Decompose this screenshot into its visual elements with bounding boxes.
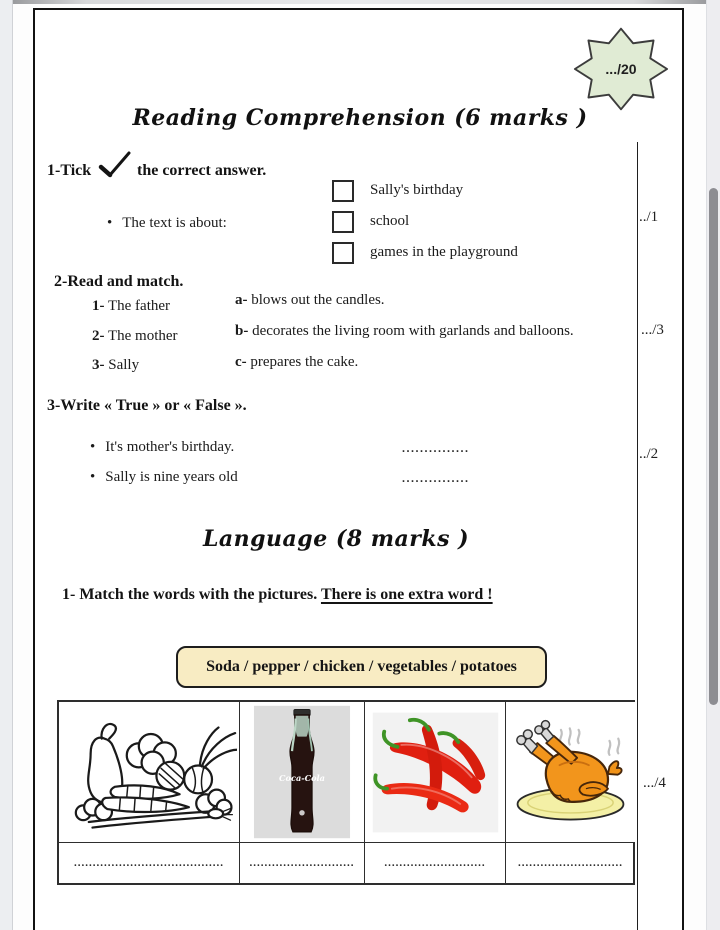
photo-top-edge <box>0 0 720 4</box>
match-right-c-text: prepares the cake. <box>250 354 359 370</box>
match-right-a <box>235 292 385 309</box>
answer-dots-1: ........................................ <box>74 857 224 869</box>
marks-column-divider <box>637 142 638 930</box>
answer-dots-4: ............................ <box>518 857 623 869</box>
match-left-3-text: Sally <box>108 357 140 373</box>
picture-cell-vegetables <box>59 702 240 843</box>
match-left-3 <box>92 357 139 374</box>
word-bank-box <box>176 646 547 688</box>
tf-item-2-text: Sally is nine years old <box>105 469 238 485</box>
tf-item-1 <box>90 439 234 456</box>
answer-cell-1[interactable] <box>59 843 240 883</box>
match-right-a-num: a- <box>235 292 248 308</box>
score-badge <box>573 24 675 116</box>
q2-mark: .../3 <box>641 322 664 338</box>
tf-answer-2[interactable]: ............... <box>402 471 470 485</box>
answer-cell-4[interactable] <box>506 843 635 883</box>
answer-cell-2[interactable] <box>240 843 365 883</box>
option-label-2: school <box>370 213 410 229</box>
tick-icon <box>97 150 133 180</box>
q3-heading: 3-Write « True » or « False ». <box>47 397 247 414</box>
option-label-1: Sally's birthday <box>370 182 464 198</box>
match-left-1-text: The father <box>107 298 171 314</box>
worksheet-page <box>33 8 684 930</box>
match-left-2-num: 2- <box>92 328 105 344</box>
language-q1-heading <box>62 586 493 604</box>
scrollbar-track[interactable] <box>706 0 720 930</box>
match-right-c-num: c- <box>235 354 247 370</box>
vegetables-image <box>61 705 237 839</box>
peppers-image <box>369 707 502 838</box>
tf-item-1-text: It's mother's birthday. <box>105 439 235 455</box>
answer-dots-3: ........................... <box>384 857 486 869</box>
picture-cell-pepper <box>365 702 506 843</box>
picture-cell-chicken <box>506 702 635 843</box>
match-right-c <box>235 354 358 371</box>
q1-instruction: the correct answer. <box>137 162 267 179</box>
option-label-3: games in the playground <box>370 244 518 260</box>
q1-prompt-text: The text is about: <box>122 215 227 231</box>
match-right-b-num: b- <box>235 323 249 339</box>
q1-number-label: 1-Tick <box>47 162 92 179</box>
q1-prompt <box>107 215 227 232</box>
match-left-2 <box>92 328 178 345</box>
match-right-b <box>235 323 574 340</box>
q2-heading: 2-Read and match. <box>54 273 184 290</box>
match-left-1 <box>92 298 170 315</box>
score-badge-label: .../20 <box>605 61 637 77</box>
reading-section-title: Reading Comprehension (6 marks ) <box>132 105 588 131</box>
tf-item-2 <box>90 469 238 486</box>
checkbox-option-2[interactable] <box>332 211 354 233</box>
photo-left-edge <box>0 0 13 930</box>
language-q1-heading-main: 1- Match the words with the pictures. <box>62 586 318 603</box>
match-left-1-num: 1- <box>92 298 105 314</box>
soda-bottle-image <box>243 704 361 840</box>
match-left-3-num: 3- <box>92 357 105 373</box>
scrollbar-thumb[interactable] <box>709 188 718 705</box>
language-section-title: Language (8 marks ) <box>202 526 470 552</box>
q3-mark: ../2 <box>639 446 659 462</box>
chicken-image <box>508 706 633 839</box>
picture-cell-soda <box>240 702 365 843</box>
soda-bottle-label: Coca-Cola <box>279 773 325 784</box>
answer-cell-3[interactable] <box>365 843 506 883</box>
word-bank-text: Soda / pepper / chicken / vegetables / potatoes <box>206 658 517 675</box>
checkbox-option-1[interactable] <box>332 180 354 202</box>
pictures-table <box>57 700 635 885</box>
answer-dots-2: ............................ <box>249 857 355 869</box>
match-left-2-text: The mother <box>107 328 178 344</box>
q1-mark: ../1 <box>639 209 659 225</box>
language-q1-heading-underlined: There is one extra word ! <box>320 586 493 603</box>
language-q1-mark: .../4 <box>643 775 666 791</box>
match-right-a-text: blows out the candles. <box>251 292 385 308</box>
match-right-b-text: decorates the living room with garlands and balloons. <box>252 323 574 339</box>
tf-answer-1[interactable]: ............... <box>402 441 470 455</box>
checkbox-option-3[interactable] <box>332 242 354 264</box>
